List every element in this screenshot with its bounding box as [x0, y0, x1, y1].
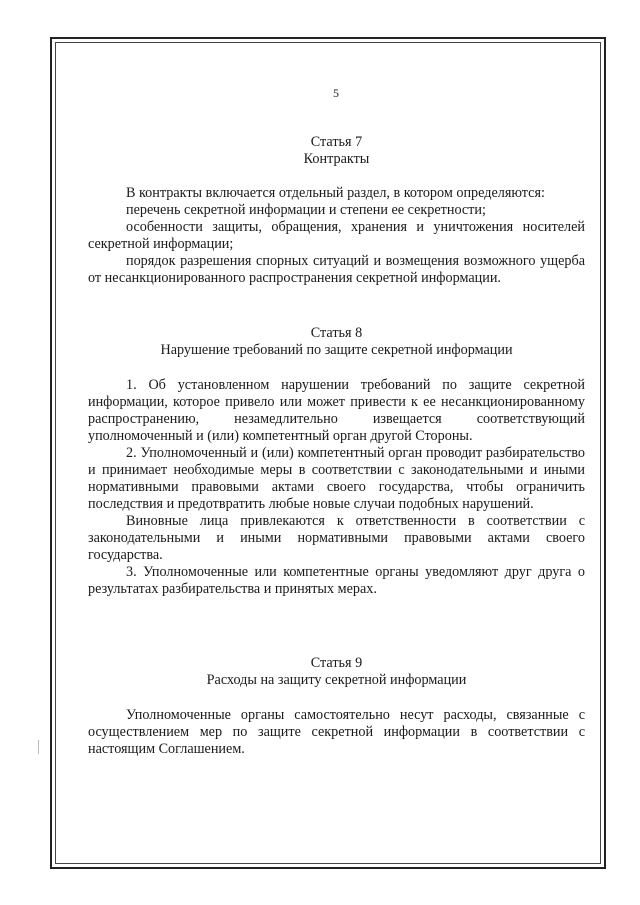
article-9-text: [88, 707, 585, 758]
article-8-title: Статья 8: [310, 325, 363, 341]
article-9-title: Статья 9: [310, 655, 363, 671]
paragraph: порядок разрешения спорных ситуаций и возмещения возможного ущерба от несанкционированного распространения секретной информации.: [88, 253, 585, 286]
article-7-title: Статья 7: [310, 134, 363, 150]
paragraph: перечень секретной информации и степени ее секретности;: [126, 202, 486, 218]
paragraph: 3. Уполномоченные или компетентные органы уведомляют друг друга о результатах разбирательства и принятых мерах.: [88, 564, 585, 597]
paragraph: Уполномоченные органы самостоятельно несут расходы, связанные с осуществлением мер по защите секретной информации в соответствии с настоящим Соглашением.: [88, 707, 585, 757]
paragraph: В контракты включается отдельный раздел, в котором определяются:: [126, 185, 545, 201]
article-7-subtitle: Контракты: [303, 151, 370, 167]
article-9-subtitle: Расходы на защиту секретной информации: [206, 672, 467, 688]
article-8-text: [88, 377, 585, 598]
paragraph: Виновные лица привлекаются к ответственности в соответствии с законодательными и иными нормативными правовыми актами своего государства.: [88, 513, 585, 563]
paragraph: особенности защиты, обращения, хранения и уничтожения носителей секретной информации;: [88, 219, 585, 252]
paragraph: 1. Об установленном нарушении требований по защите секретной информации, которое привело или может привести к ее несанкционированному распространению, незамедлительно извещается соответствующий уполномоченный и (или) компетентный орган другой Стороны.: [88, 377, 585, 444]
article-7-text: [88, 185, 585, 287]
page-number: 5: [333, 86, 340, 100]
article-8-subtitle: Нарушение требований по защите секретной информации: [160, 342, 513, 358]
margin-mark: [38, 740, 39, 754]
paragraph: 2. Уполномоченный и (или) компетентный орган проводит разбирательство и принимает необходимые меры в соответствии с законодательными и иными нормативными правовыми актами своего государства, чтобы ограничить последствия и предотвратить любые новые случаи подобных нарушений.: [88, 445, 585, 512]
